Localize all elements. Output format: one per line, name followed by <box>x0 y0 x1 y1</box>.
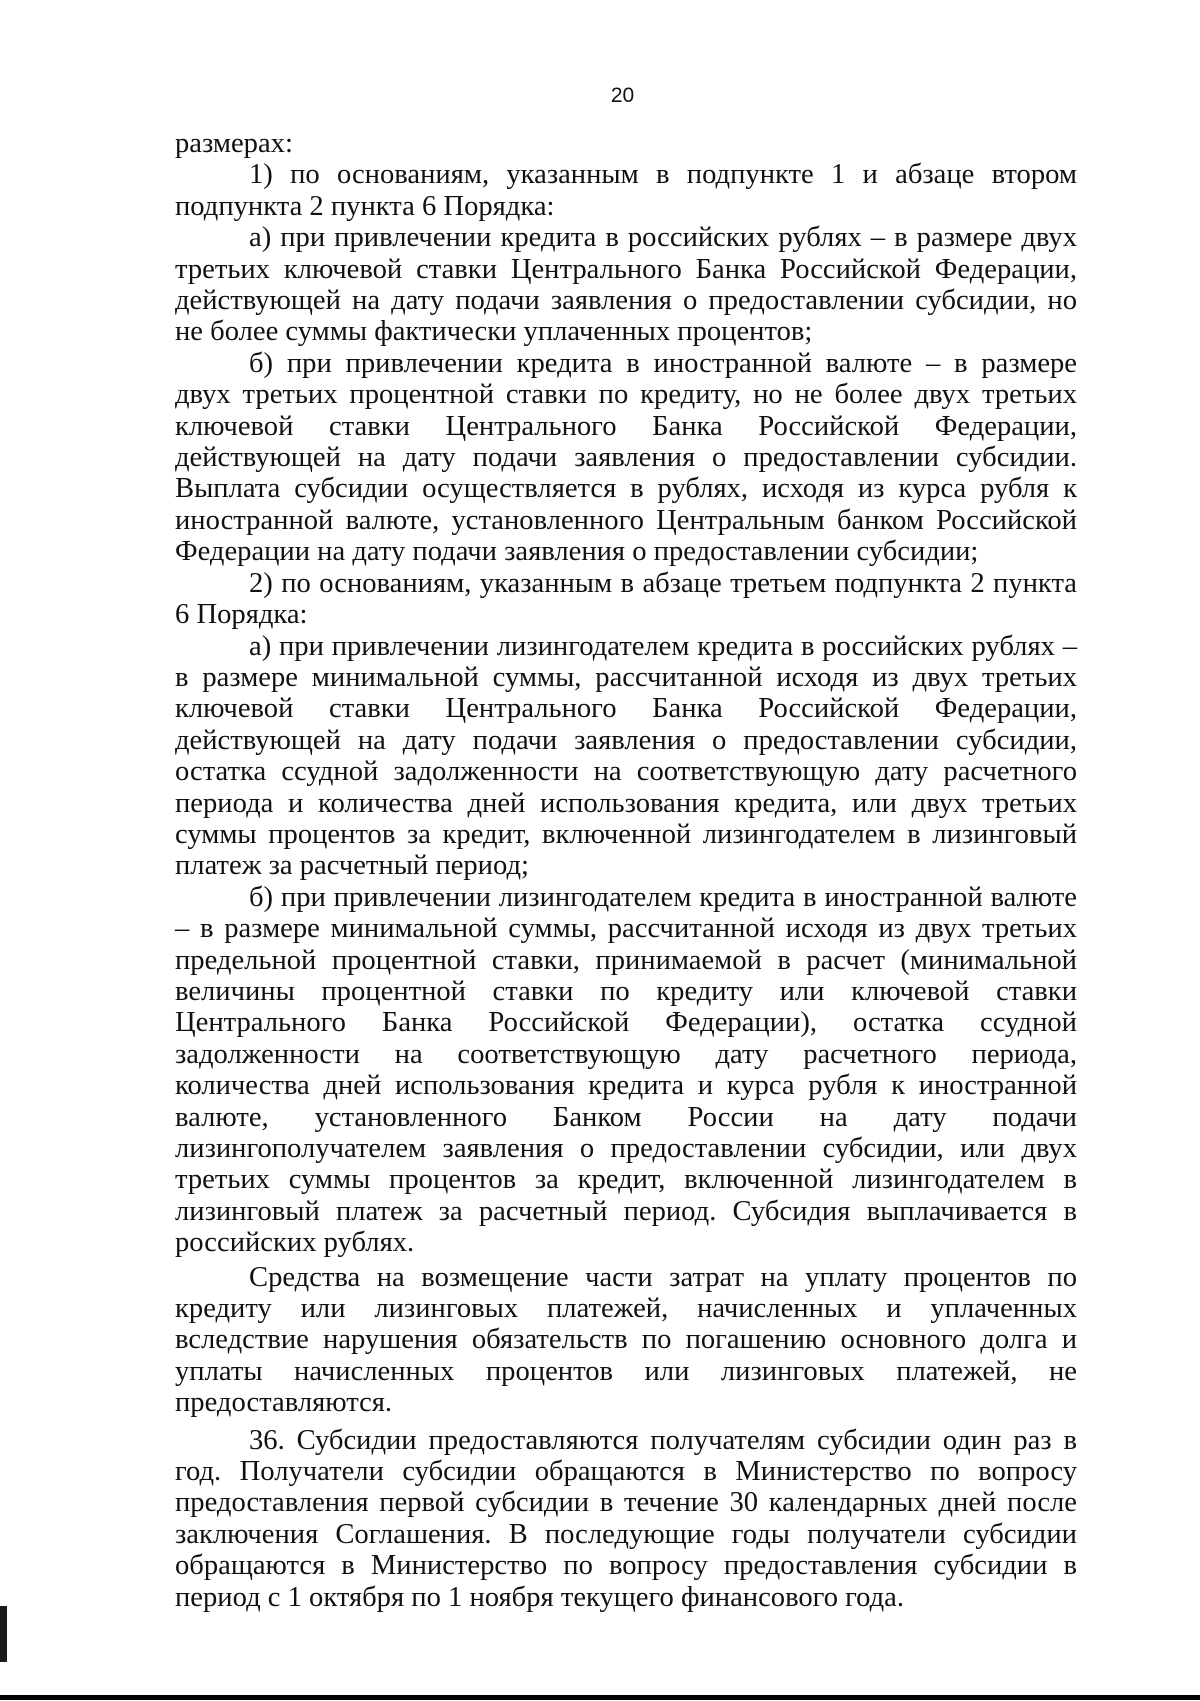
scan-edge-mark <box>0 1606 7 1662</box>
paragraph-item-1a: а) при привлечении кредита в российских рублях – в размере двух третьих ключевой ставки Центрального Банка Российской Федерации, действующей на дату подачи заявления о предоставлении субсидии, но не более суммы фактически уплаченных процентов; <box>175 222 1077 348</box>
paragraph-exclusion: Средства на возмещение части затрат на уплату процентов по кредиту или лизинговых платежей, начисленных и уплаченных вследствие нарушения обязательств по погашению основного долга и уплаты начисленных процентов или лизинговых платежей, не предоставляются. <box>175 1261 1077 1419</box>
paragraph-item-1: 1) по основаниям, указанным в подпункте 1 и абзаце втором подпункта 2 пункта 6 Порядка: <box>175 159 1077 222</box>
paragraph-item-2a: а) при привлечении лизингодателем кредита в российских рублях – в размере минимальной суммы, рассчитанной исходя из двух третьих ключевой ставки Центрального Банка Российской Федерации, действующей на дату подачи заявления о предоставлении субсидии, остатка ссудной задолженности на соответствующую дату расчетного периода и количества дней использования кредита, или двух третьих суммы процентов за кредит, включенной лизингодателем в лизинговый платеж за расчетный период; <box>175 630 1077 882</box>
paragraph-36: 36. Субсидии предоставляются получателям субсидии один раз в год. Получатели субсидии обращаются в Министерство по вопросу предоставления первой субсидии в течение 30 календарных дней после заключения Соглашения. В последующие годы получатели субсидии обращаются в Министерство по вопросу предоставления субсидии в период с 1 октября по 1 ноября текущего финансового года. <box>175 1424 1077 1613</box>
paragraph-item-2: 2) по основаниям, указанным в абзаце третьем подпункта 2 пункта 6 Порядка: <box>175 567 1077 631</box>
scan-bottom-edge <box>0 1695 1200 1700</box>
paragraph-item-1b: б) при привлечении кредита в иностранной валюте – в размере двух третьих процентной ставки по кредиту, но не более двух третьих ключевой ставки Центрального Банка Российской Федерации, действующей на дату подачи заявления о предоставлении субсидии. Выплата субсидии осуществляется в рублях, исходя из курса рубля к иностранной валюте, установленного Центральным банком Российской Федерации на дату подачи заявления о предоставлении субсидии; <box>175 347 1077 568</box>
paragraph-continuation: размерах: <box>175 128 293 159</box>
page-number: 20 <box>610 84 635 107</box>
document-body <box>175 128 1077 1613</box>
paragraph-item-2b: б) при привлечении лизингодателем кредита в иностранной валюте – в размере минимальной суммы, рассчитанной исходя из двух третьих предельной процентной ставки, принимаемой в расчет (минимальной величины процентной ставки по кредиту или ключевой ставки Центрального Банка Российской Федерации), остатка ссудной задолженности на соответствующую дату расчетного периода, количества дней использования кредита и курса рубля к иностранной валюте, установленного Банком России на дату подачи лизингополучателем заявления о предоставлении субсидии, или двух третьих суммы процентов за кредит, включенной лизингодателем в лизинговый платеж за расчетный период. Субсидия выплачивается в российских рублях. <box>175 881 1077 1259</box>
